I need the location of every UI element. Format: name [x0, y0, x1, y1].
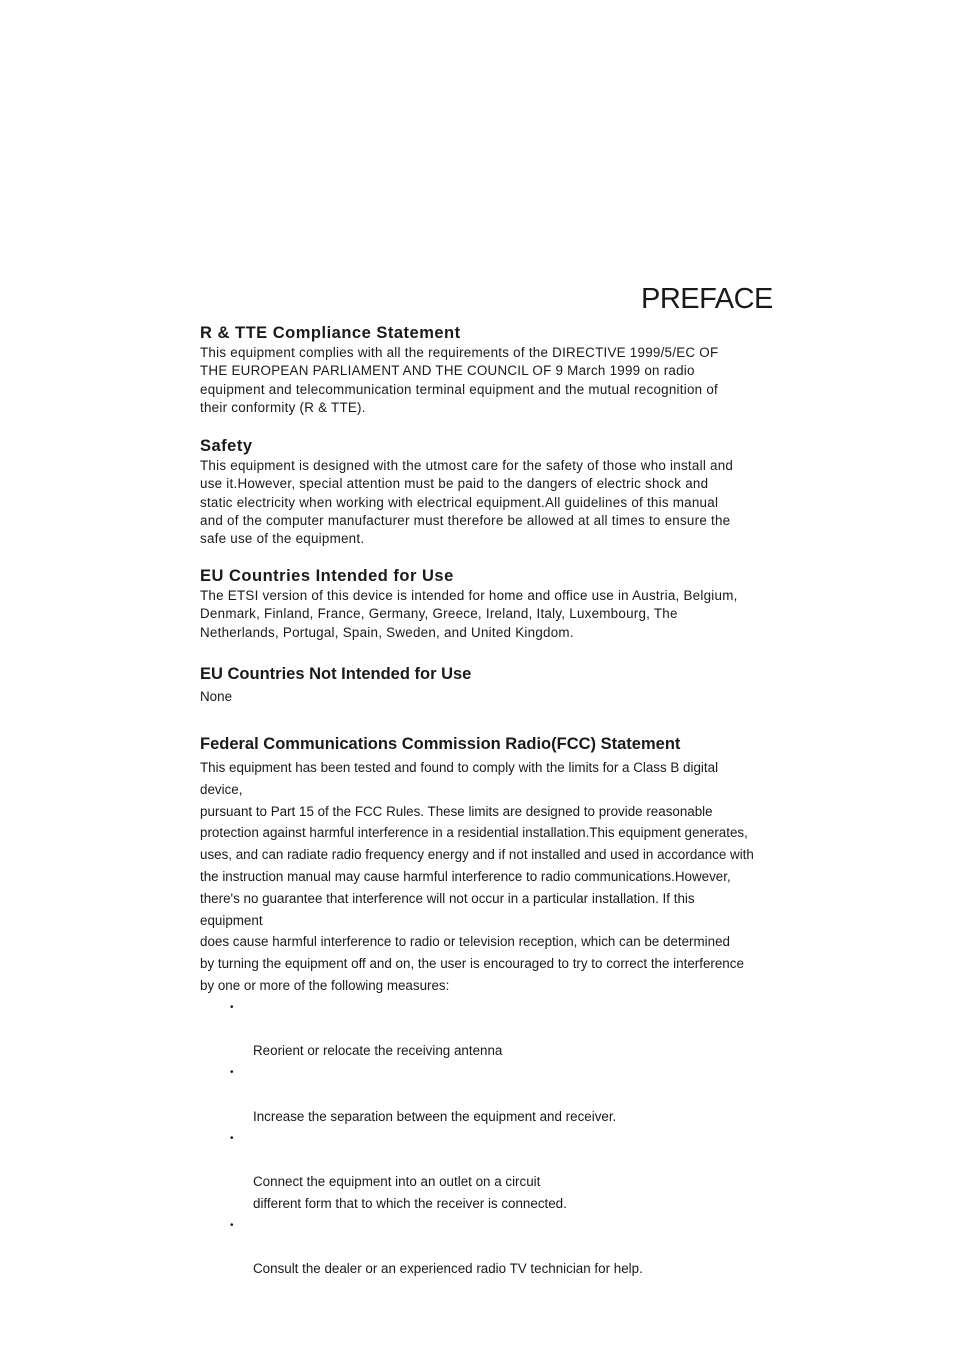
- safety-section: [200, 435, 760, 548]
- bullet-icon: •: [230, 1001, 234, 1013]
- eu-intended-heading: EU Countries Intended for Use: [200, 567, 454, 585]
- measure-text: Connect the equipment into an outlet on a circuit different form that to which the receiver is connected.: [253, 1174, 567, 1211]
- measure-text: Increase the separation between the equipment and receiver.: [253, 1108, 617, 1124]
- rtte-heading: R & TTE Compliance Statement: [200, 324, 461, 342]
- eu-not-intended-heading: EU Countries Not Intended for Use: [200, 665, 472, 683]
- bullet-icon: •: [230, 1067, 234, 1079]
- rtte-body: This equipment complies with all the requirements of the DIRECTIVE 1999/5/EC OF THE EUROPEAN PARLIAMENT AND THE COUNCIL OF 9 March 1999 on radio equipment and telecommunication terminal equipment and the mutual recognition of their conformity (R & TTE).: [200, 345, 719, 415]
- measure-text: Reorient or relocate the receiving antenna: [253, 1043, 503, 1059]
- fcc-section: [200, 733, 760, 1280]
- bullet-icon: •: [230, 1132, 234, 1144]
- eu-intended-body: The ETSI version of this device is intended for home and office use in Austria, Belgium, Denmark, Finland, France, Germany, Greece, Ireland, Italy, Luxembourg, The Netherlands, Portugal, Spain, Sweden, and United Kingdom.: [200, 588, 738, 640]
- eu-not-intended-body: None: [200, 689, 233, 704]
- measure-text: Consult the dealer or an experienced radio TV technician for help.: [253, 1261, 643, 1277]
- rtte-section: [200, 322, 760, 417]
- page-title: PREFACE: [641, 283, 773, 315]
- safety-body: This equipment is designed with the utmost care for the safety of those who install and use it.However, special attention must be paid to the dangers of electric shock and static electricity when working with electrical equipment.All guidelines of this manual and of the computer manufacturer must therefore be allowed at all times to ensure the safe use of the equipment.: [200, 458, 734, 547]
- fcc-body: This equipment has been tested and found to comply with the limits for a Class B digital device, pursuant to Part 15 of the FCC Rules. These limits are designed to provide reasonable protection against harmful interference in a residential installation.This equipment generates, uses, and can radiate radio frequency energy and if not installed and used in accordance with the instruction manual may cause harmful interference to radio communications.However, there's no guarantee that interference will not occur in a particular installation. If this equipment does cause harmful interference to radio or television reception, which can be determined by turning the equipment off and on, the user is encouraged to try to correct the interference by one or more of the following measures:: [200, 760, 754, 993]
- fcc-heading: Federal Communications Commission Radio(FCC) Statement: [200, 735, 681, 753]
- fcc-measures-list: [200, 997, 760, 1280]
- list-item: [200, 997, 760, 1062]
- bullet-icon: •: [230, 1219, 234, 1231]
- list-item: [200, 1215, 760, 1280]
- eu-intended-section: [200, 565, 760, 642]
- safety-heading: Safety: [200, 437, 253, 455]
- list-item: [200, 1128, 760, 1215]
- eu-not-intended-section: [200, 663, 760, 707]
- list-item: [200, 1062, 760, 1127]
